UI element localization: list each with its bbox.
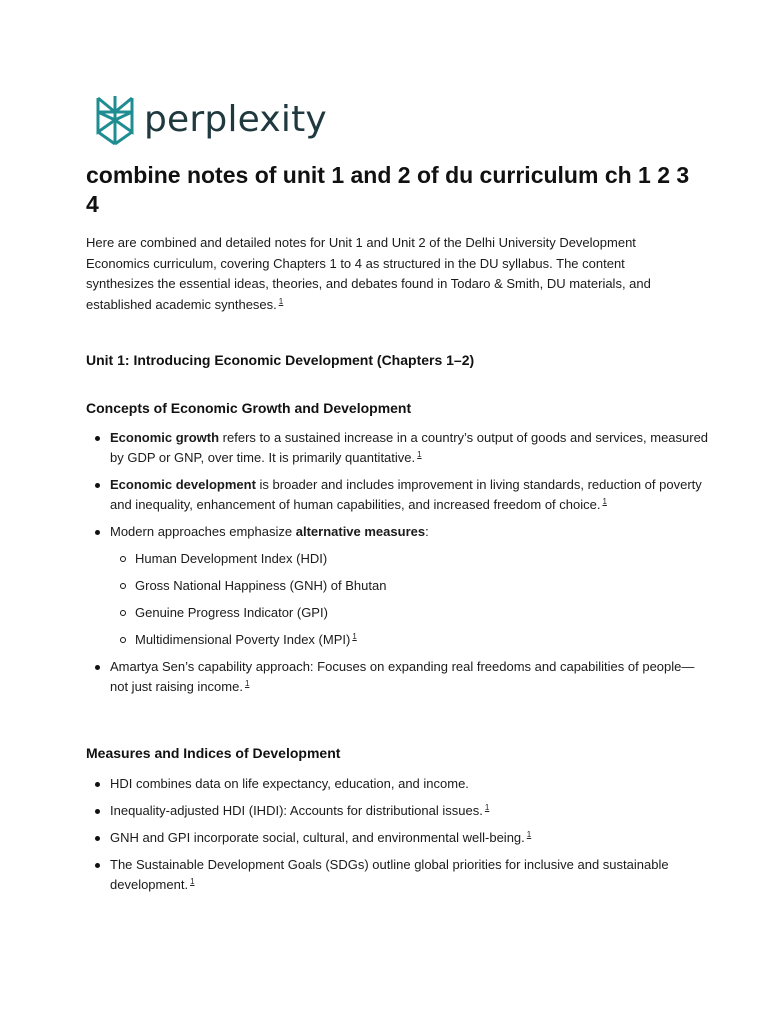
unit-1-heading: Unit 1: Introducing Economic Development (Chapters 1–2) — [86, 352, 475, 368]
list-item: HDI combines data on life expectancy, education, and income. — [110, 774, 710, 794]
measures-list — [86, 774, 710, 902]
citation-link[interactable]: 1 — [526, 830, 532, 839]
list-item: Economic development is broader and includes improvement in living standards, reduction of poverty and inequality, enhancement of human capabilities, and increased freedom of choice. $^1$ — [110, 475, 710, 515]
page-title: combine notes of unit 1 and 2 of du curriculum ch 1 2 3 4 — [86, 162, 690, 217]
intro-paragraph — [86, 233, 684, 315]
citation-link[interactable]: 1 — [352, 632, 357, 641]
term: alternative measures — [295, 524, 426, 539]
sub-list-item: Gross National Happiness (GNH) of Bhutan — [135, 576, 710, 596]
list-item: GNH and GPI incorporate social, cultural, and environmental well-being. $^1$ — [110, 828, 710, 848]
intro-text: Here are combined and detailed notes for Unit 1 and Unit 2 of the Delhi University Development Economics curriculum, covering Chapters 1 to 4 as structured in the DU syllabus. The content synthesizes the essential ideas, theories, and debates found in Todaro & Smith, DU materials, and established academic syntheses. — [86, 235, 651, 312]
perplexity-logo — [94, 93, 327, 147]
section-heading-measures: Measures and Indices of Development — [86, 745, 341, 761]
brand-wordmark: perplexity — [144, 99, 327, 140]
concepts-list — [86, 428, 710, 704]
citation-link[interactable]: 1 — [278, 296, 284, 306]
list-item: Economic growth refers to a sustained increase in a country’s output of goods and services, measured by GDP or GNP, over time. It is primarily quantitative. $^1$ — [110, 428, 710, 468]
list-item: Inequality-adjusted HDI (IHDI): Accounts for distributional issues. $^1$ — [110, 801, 710, 821]
term: Economic growth — [110, 430, 220, 445]
sub-list-item: Genuine Progress Indicator (GPI) — [135, 603, 710, 623]
perplexity-logo-icon — [94, 94, 136, 146]
list-item: Amartya Sen’s capability approach: Focuses on expanding real freedoms and capabilities of people—not just raising income. $^1$ — [110, 657, 710, 697]
section-heading-concepts: Concepts of Economic Growth and Development — [86, 400, 412, 416]
citation-link[interactable]: 1 — [417, 450, 422, 459]
alternative-measures-list — [110, 549, 710, 650]
citation-link[interactable]: 1 — [244, 679, 250, 688]
sub-list-item: Human Development Index (HDI) — [135, 549, 710, 569]
sub-list-item: Multidimensional Poverty Index (MPI) $^1$ — [135, 630, 710, 650]
citation-link[interactable]: 1 — [602, 497, 607, 506]
citation-link[interactable]: 1 — [484, 803, 490, 812]
term: Economic development — [110, 477, 256, 492]
citation-link[interactable]: 1 — [190, 877, 195, 886]
list-item: Modern approaches emphasize alternative measures: Human Development Index (HDI) Gross National Happiness (GNH) of Bhutan Genuine Progress Indicator (GPI) Multidimensional Poverty Index (MPI) $^1$ — [110, 522, 710, 650]
list-item: The Sustainable Development Goals (SDGs) outline global priorities for inclusive and sustainable development. $^1$ — [110, 855, 710, 895]
